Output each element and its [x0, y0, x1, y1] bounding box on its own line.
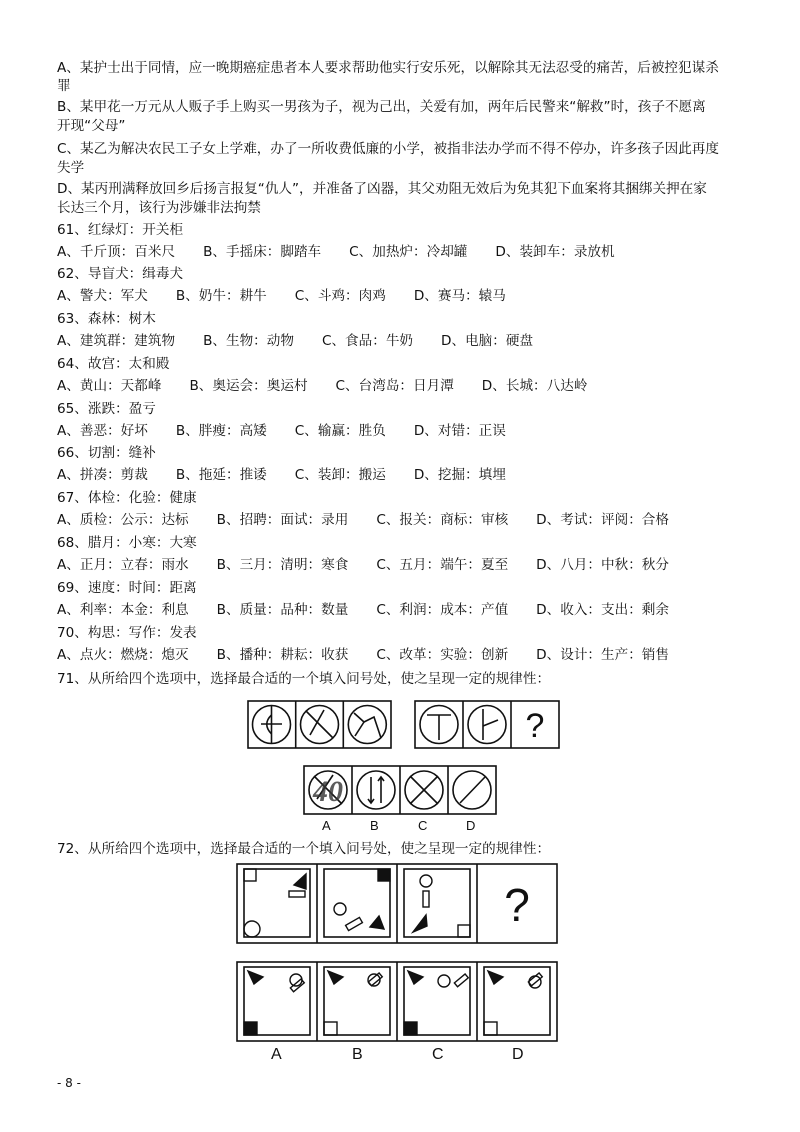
option: C、斗鸡：肉鸡	[294, 288, 386, 304]
question-stem: 70、构思：写作：发表	[57, 625, 197, 641]
question-stem: 67、体检：化验：健康	[57, 490, 197, 506]
option: B、手摇床：脚踏车	[203, 244, 322, 260]
option: D、装卸车：录放机	[495, 244, 615, 260]
q72-cell-3	[413, 875, 470, 937]
option: C、报关：商标：审核	[376, 512, 509, 528]
q72-cell-1	[244, 869, 306, 937]
watermark-40: 40	[313, 775, 343, 808]
q72-sequence-figure	[236, 863, 560, 945]
q71-option-c-figure	[405, 771, 443, 809]
q71-label-b: B	[370, 818, 379, 833]
q71-question-mark: ?	[525, 707, 545, 745]
option: A、利率：本金：利息	[57, 602, 189, 618]
option: A、善恶：好坏	[57, 423, 148, 439]
q71-options-svg	[303, 765, 497, 817]
option: B、招聘：面试：录用	[216, 512, 349, 528]
option: A、警犬：军犬	[57, 288, 148, 304]
option-a-line1: A、某护士出于同情，应一晚期癌症患者本人要求帮助他实行安乐死，以解除其无法忍受的痛苦，后被控犯谋杀	[57, 60, 719, 76]
option: D、设计：生产：销售	[536, 647, 669, 663]
question-options	[57, 466, 534, 484]
question-stem: 64、故宫：太和殿	[57, 356, 170, 372]
option: D、赛马：辕马	[413, 288, 506, 304]
option: B、奥运会：奥运村	[189, 378, 308, 394]
option: A、点火：燃烧：熄灭	[57, 647, 189, 663]
option: B、奶牛：耕牛	[175, 288, 267, 304]
option: B、拖延：推诿	[175, 467, 267, 483]
q72-option-a-figure	[244, 971, 304, 1035]
option: C、五月：端午：夏至	[376, 557, 509, 573]
option: C、食品：牛奶	[321, 333, 414, 349]
option: D、收入：支出：剩余	[536, 602, 669, 618]
option: B、播种：耕耘：收获	[216, 647, 349, 663]
q72-option-b-figure	[324, 971, 382, 1035]
option-d-line2: 长达三个月，该行为涉嫌非法拘禁	[57, 200, 261, 216]
q71-cell-3	[348, 706, 386, 744]
option: C、利润：成本：产值	[376, 602, 509, 618]
option: C、台湾岛：日月潭	[335, 378, 454, 394]
option: A、黄山：天都峰	[57, 378, 162, 394]
q71-sequence-figure	[247, 700, 561, 752]
q71-sequence-svg	[247, 700, 561, 752]
question-options	[57, 601, 697, 619]
q71-label-a: A	[322, 818, 331, 833]
q72-question-mark: ?	[504, 879, 530, 931]
option: D、对错：正误	[413, 423, 506, 439]
option: D、长城：八达岭	[481, 378, 588, 394]
question-stem: 63、森林：树木	[57, 311, 156, 327]
question-stem: 68、腊月：小寒：大寒	[57, 535, 197, 551]
q71-cell-4	[420, 706, 458, 744]
question-72-stem: 72、从所给四个选项中，选择最合适的一个填入问号处，使之呈现一定的规律性：	[57, 841, 551, 857]
q71-options-figure	[303, 765, 497, 817]
q72-option-c-figure	[404, 971, 468, 1035]
question-stem: 65、涨跌：盈亏	[57, 401, 156, 417]
option: C、加热炉：冷却罐	[349, 244, 468, 260]
option-b-line2: 开现“父母”	[57, 118, 126, 134]
q72-options-figure	[236, 961, 560, 1043]
q71-option-d-figure	[453, 771, 491, 809]
option-b-line1: B、某甲花一万元从人贩子手上购买一男孩为子，视为己出，关爱有加，两年后民警来“解救”时，孩子不愿离	[57, 99, 706, 115]
question-options	[57, 332, 561, 350]
q72-label-a: A	[271, 1046, 282, 1063]
option: A、建筑群：建筑物	[57, 333, 176, 349]
question-stem: 66、切割：缝补	[57, 445, 156, 461]
option: D、考试：评阅：合格	[536, 512, 669, 528]
q71-cell-5	[468, 706, 506, 744]
q71-label-d: D	[466, 818, 476, 833]
option: A、拼凑：剪裁	[57, 467, 148, 483]
option: D、电脑：硬盘	[441, 333, 534, 349]
option-c-line2: 失学	[57, 160, 85, 176]
option: C、改革：实验：创新	[376, 647, 509, 663]
q72-label-c: C	[432, 1046, 444, 1063]
q72-option-d-figure	[484, 971, 542, 1035]
option: D、八月：中秋：秋分	[536, 557, 669, 573]
q72-label-b: B	[352, 1046, 363, 1063]
q72-sequence-svg	[236, 863, 560, 945]
option: A、千斤顶：百米尺	[57, 244, 176, 260]
question-stem: 61、红绿灯：开关柜	[57, 222, 184, 238]
question-options	[57, 556, 697, 574]
option-a-line2: 罪	[57, 78, 71, 94]
question-stem: 69、速度：时间：距离	[57, 580, 197, 596]
question-options	[57, 511, 697, 529]
question-71-stem: 71、从所给四个选项中，选择最合适的一个填入问号处，使之呈现一定的规律性：	[57, 671, 551, 687]
question-options	[57, 377, 615, 395]
q72-options-svg	[236, 961, 560, 1043]
question-options	[57, 422, 534, 440]
option: C、装卸：搬运	[294, 467, 386, 483]
option: A、质检：公示：达标	[57, 512, 189, 528]
question-options	[57, 287, 534, 305]
question-options	[57, 646, 697, 664]
q72-label-d: D	[512, 1046, 524, 1063]
page-number: - 8 -	[57, 1076, 81, 1090]
option: B、胖瘦：高矮	[175, 423, 267, 439]
option-d-line1: D、某丙刑满释放回乡后扬言报复“仇人”，并准备了凶器，其父劝阻无效后为免其犯下血案将其捆绑关押在家	[57, 181, 707, 197]
option-c-line1: C、某乙为解决农民工子女上学难，办了一所收费低廉的小学，被指非法办学而不得不停办，许多孩子因此再度	[57, 141, 719, 157]
q71-option-b-figure	[357, 771, 395, 809]
question-stem: 62、导盲犬：缉毒犬	[57, 266, 184, 282]
q71-label-c: C	[418, 818, 428, 833]
option: B、生物：动物	[203, 333, 294, 349]
option: B、三月：清明：寒食	[216, 557, 349, 573]
option: B、质量：品种：数量	[216, 602, 349, 618]
option: A、正月：立春：雨水	[57, 557, 189, 573]
question-options	[57, 243, 643, 261]
q72-cell-2	[334, 869, 390, 931]
q71-cell-1	[253, 706, 291, 744]
option: C、输赢：胜负	[294, 423, 386, 439]
option: D、挖掘：填埋	[413, 467, 506, 483]
q71-cell-2	[301, 706, 339, 744]
